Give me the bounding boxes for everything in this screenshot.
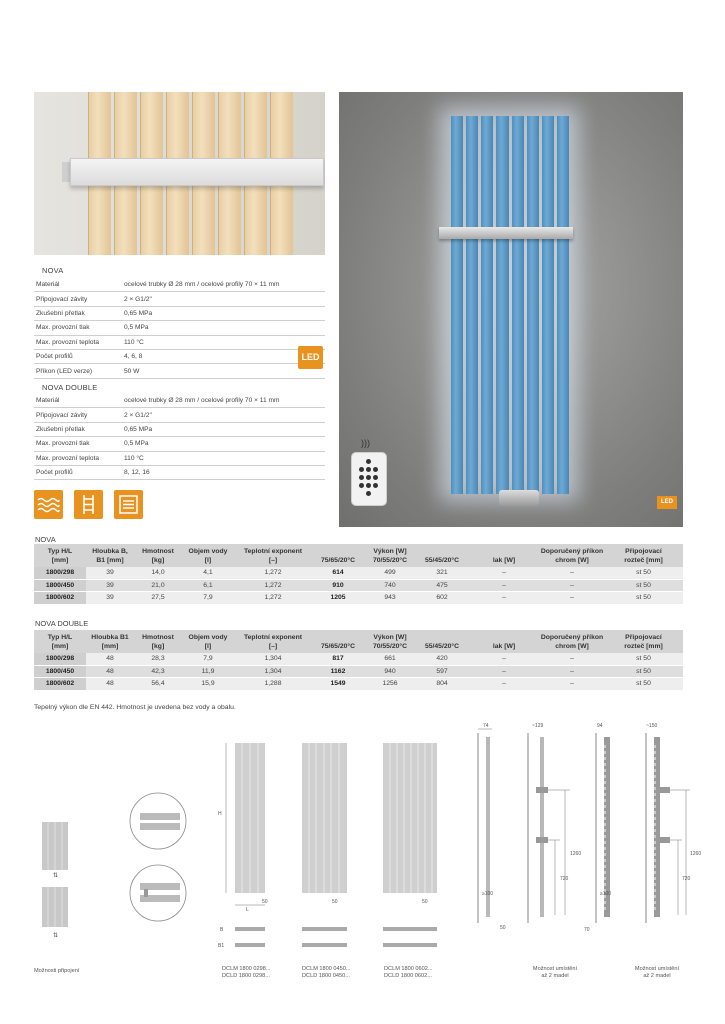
spec-value: 0,5 MPa	[122, 321, 325, 335]
table-cell-b: 48	[86, 653, 134, 665]
caption-placement-1: Možnost umístění až 2 madel	[532, 966, 578, 979]
spec-row	[34, 408, 325, 422]
spec-value: 2 × G1/2"	[122, 408, 325, 422]
table-cell-b: 48	[86, 665, 134, 678]
spec-row	[34, 292, 325, 306]
spec-row	[34, 349, 325, 363]
front-view-602	[383, 743, 437, 947]
spec-row	[34, 364, 325, 378]
table-cell-p2: 1256	[364, 678, 416, 691]
table-cell-m: 14,0	[134, 567, 182, 579]
dim-100-b: ≥100	[600, 891, 612, 897]
connection-option-1	[42, 822, 68, 879]
table-cell-r: st 50	[604, 592, 683, 605]
spec-key: Počet profilů	[34, 465, 122, 479]
side-view-4	[646, 733, 690, 923]
table-cell-e: 1,272	[234, 567, 312, 579]
table-cell-m: 42,3	[134, 665, 182, 678]
table-row	[34, 592, 683, 605]
table-cell-m: 28,3	[134, 653, 182, 665]
dim-1260-a: 1260	[570, 851, 582, 857]
led-label-small: LED	[657, 496, 677, 509]
table-cell-p2: 943	[364, 592, 416, 605]
table-cell-r: st 50	[604, 567, 683, 579]
table-cell-p2: 940	[364, 665, 416, 678]
spec-key: Materiál	[34, 394, 122, 408]
table-cell-typ: 1800/298	[34, 567, 86, 579]
spec-key: Počet profilů	[34, 349, 122, 363]
table-cell-r: st 50	[604, 653, 683, 665]
table-cell-typ: 1800/298	[34, 653, 86, 665]
spec-key: Zkušební přetlak	[34, 422, 122, 436]
table-cell-chrom: –	[540, 665, 604, 678]
spec-table-nova-double	[34, 394, 325, 480]
table-cell-v: 7,9	[182, 653, 234, 665]
svg-text:⇅: ⇅	[53, 873, 59, 879]
front-view-450	[302, 743, 347, 947]
spec-row	[34, 306, 325, 320]
spec-row	[34, 335, 325, 349]
product-photo-led	[339, 92, 683, 527]
spec-value: 0,65 MPa	[122, 306, 325, 320]
table-cell-p2: 661	[364, 653, 416, 665]
led-badge: LED	[298, 346, 323, 369]
table-cell-p1: 1162	[312, 665, 364, 678]
table-cell-p1: 817	[312, 653, 364, 665]
table-cell-p1: 614	[312, 567, 364, 579]
dim-720-a: 720	[560, 876, 569, 882]
table-cell-v: 6,1	[182, 579, 234, 592]
technical-drawings	[0, 715, 725, 985]
spec-row	[34, 437, 325, 451]
table-cell-p3: 804	[416, 678, 468, 691]
dim-94: 94	[597, 723, 603, 729]
spec-key: Max. provozní tlak	[34, 437, 122, 451]
table-cell-p3: 420	[416, 653, 468, 665]
table-cell-r: st 50	[604, 678, 683, 691]
caption-drawing-450: DCLM 1800 0450... DCLD 1800 0450...	[302, 966, 351, 979]
spec-key: Max. provozní teplota	[34, 451, 122, 465]
spec-key: Max. provozní teplota	[34, 335, 122, 349]
spec-table-nova	[34, 278, 325, 379]
table-cell-b: 39	[86, 579, 134, 592]
spec-key: Připojovací závity	[34, 408, 122, 422]
table-cell-p1: 1549	[312, 678, 364, 691]
table-cell-typ: 1800/450	[34, 579, 86, 592]
spec-title-nova-double: NOVA DOUBLE	[42, 383, 98, 392]
table-cell-chrom: –	[540, 592, 604, 605]
table-row	[34, 678, 683, 691]
table-row	[34, 579, 683, 592]
table-row	[34, 665, 683, 678]
table-cell-lak: –	[468, 653, 540, 665]
table-row	[34, 567, 683, 579]
table-cell-v: 7,9	[182, 592, 234, 605]
spec-key: Zkušební přetlak	[34, 306, 122, 320]
spec-value: ocelové trubky Ø 28 mm / ocelové profily 70 × 11 mm	[122, 278, 325, 292]
table-cell-p3: 602	[416, 592, 468, 605]
spec-value: 4, 6, 8	[122, 349, 325, 363]
dim-50-c: 50	[422, 899, 428, 905]
radiator-panel-icon	[114, 490, 143, 519]
dim-129: ~129	[532, 723, 544, 729]
table-cell-r: st 50	[604, 665, 683, 678]
table-cell-typ: 1800/602	[34, 592, 86, 605]
connection-option-2	[42, 887, 68, 939]
table-cell-e: 1,304	[234, 665, 312, 678]
remote-control-icon	[351, 452, 387, 506]
table-cell-p1: 910	[312, 579, 364, 592]
table-cell-m: 27,5	[134, 592, 182, 605]
spec-title-nova: NOVA	[42, 266, 64, 275]
spec-key: Připojovací závity	[34, 292, 122, 306]
dim-b: B	[220, 927, 224, 933]
dim-50-b: 50	[332, 899, 338, 905]
dim-h: H	[218, 811, 222, 817]
table-cell-chrom: –	[540, 678, 604, 691]
dim-1260-b: 1260	[690, 851, 702, 857]
spec-value: 110 °C	[122, 451, 325, 465]
dim-l: L	[246, 907, 249, 913]
side-view-2	[528, 733, 570, 923]
table-title-nova: NOVA	[35, 535, 56, 544]
product-photo-detail	[34, 92, 325, 255]
spec-value: 0,65 MPa	[122, 422, 325, 436]
caption-drawing-298: DCLM 1800 0298... DCLD 1800 0298...	[222, 966, 271, 979]
caption-drawing-602: DCLM 1800 0602... DCLD 1800 0602...	[384, 966, 433, 979]
dim-150: ~150	[646, 723, 658, 729]
table-cell-typ: 1800/450	[34, 665, 86, 678]
table-cell-p3: 475	[416, 579, 468, 592]
table-cell-p2: 740	[364, 579, 416, 592]
table-cell-lak: –	[468, 592, 540, 605]
spec-row	[34, 465, 325, 479]
table-cell-p3: 597	[416, 665, 468, 678]
dim-100-a: ≥100	[482, 891, 494, 897]
spec-value: ocelové trubky Ø 28 mm / ocelové profily 70 × 11 mm	[122, 394, 325, 408]
spec-value: 50 W	[122, 364, 325, 378]
table-cell-p1: 1205	[312, 592, 364, 605]
spec-row	[34, 321, 325, 335]
performance-table-nova: Typ H/L [mm] Hloubka B, B1 [mm] Hmotnost [kg] Objem vody [l] Teplotní exponent [–] 75/65/20°C Výkon [W] 70/55/20°C 55/45/20°C lak [W] Doporučený příkon chrom [W] Připojovací rozteč [mm] 1800/298 39 14,0 4,1 1,272 614 499 321 – – st 50 1800/450 39 21,0 6,1 1,272 910 740 475 – – st 50 1800/602 39 27,5 7,9 1,272 1205 943 602 – – st 50	[34, 544, 683, 605]
dim-70: 70	[584, 927, 590, 933]
table-cell-b: 48	[86, 678, 134, 691]
spec-value: 8, 12, 16	[122, 465, 325, 479]
table-cell-e: 1,272	[234, 592, 312, 605]
spec-key: Max. provozní tlak	[34, 321, 122, 335]
table-cell-v: 11,9	[182, 665, 234, 678]
dim-74: 74	[483, 723, 489, 729]
table-cell-lak: –	[468, 665, 540, 678]
spec-row	[34, 278, 325, 292]
spec-value: 2 × G1/2"	[122, 292, 325, 306]
performance-table-nova-double: Typ H/L [mm] Hloubka B1 [mm] Hmotnost [kg] Objem vody [l] Teplotní exponent [–] 75/65/20°C Výkon [W] 70/55/20°C 55/45/20°C lak [W] Doporučený příkon chrom [W] Připojovací rozteč [mm] 1800/298 48 28,3 7,9 1,304 817 661 420 – – st 50 1800/450 48 42,3 11,9 1,304 1162 940 597 – – st 50 1800/602 48 56,4 15,9 1,288 1549 1256 804 – – st 50	[34, 630, 683, 691]
spec-value: 0,5 MPa	[122, 437, 325, 451]
water-heating-icon	[34, 490, 63, 519]
table-cell-chrom: –	[540, 567, 604, 579]
table-cell-chrom: –	[540, 653, 604, 665]
table-cell-e: 1,288	[234, 678, 312, 691]
table-cell-v: 15,9	[182, 678, 234, 691]
spec-key: Materiál	[34, 278, 122, 292]
profile-detail-circle-2	[130, 865, 186, 921]
table-cell-b: 39	[86, 567, 134, 579]
svg-text:⇅: ⇅	[53, 933, 59, 939]
spec-key: Příkon (LED verze)	[34, 364, 122, 378]
profile-detail-circle-1	[130, 793, 186, 849]
table-cell-lak: –	[468, 678, 540, 691]
table-cell-b: 39	[86, 592, 134, 605]
towel-ladder-icon	[74, 490, 103, 519]
footnote: Tepelný výkon dle EN 442. Hmotnost je uvedena bez vody a obalu.	[34, 704, 236, 711]
table-cell-e: 1,304	[234, 653, 312, 665]
spec-row	[34, 394, 325, 408]
wifi-signal-icon: )))	[361, 438, 370, 448]
table-cell-m: 21,0	[134, 579, 182, 592]
table-cell-p2: 499	[364, 567, 416, 579]
table-cell-typ: 1800/602	[34, 678, 86, 691]
spec-row	[34, 451, 325, 465]
table-cell-p3: 321	[416, 567, 468, 579]
table-cell-r: st 50	[604, 579, 683, 592]
dim-50-d: 50	[500, 925, 506, 931]
spec-row	[34, 422, 325, 436]
caption-connection: Možnosti připojení	[34, 968, 80, 974]
table-cell-lak: –	[468, 567, 540, 579]
spec-value: 110 °C	[122, 335, 325, 349]
table-cell-v: 4,1	[182, 567, 234, 579]
table-row	[34, 653, 683, 665]
dim-50-a: 50	[262, 899, 268, 905]
caption-placement-2: Možnost umístění až 2 madel	[634, 966, 680, 979]
dim-720-b: 720	[682, 876, 691, 882]
front-view-298	[226, 743, 265, 947]
table-cell-chrom: –	[540, 579, 604, 592]
table-cell-lak: –	[468, 579, 540, 592]
table-cell-m: 56,4	[134, 678, 182, 691]
table-title-nova-double: NOVA DOUBLE	[35, 619, 89, 628]
table-cell-e: 1,272	[234, 579, 312, 592]
dim-b1: B1	[218, 943, 225, 949]
